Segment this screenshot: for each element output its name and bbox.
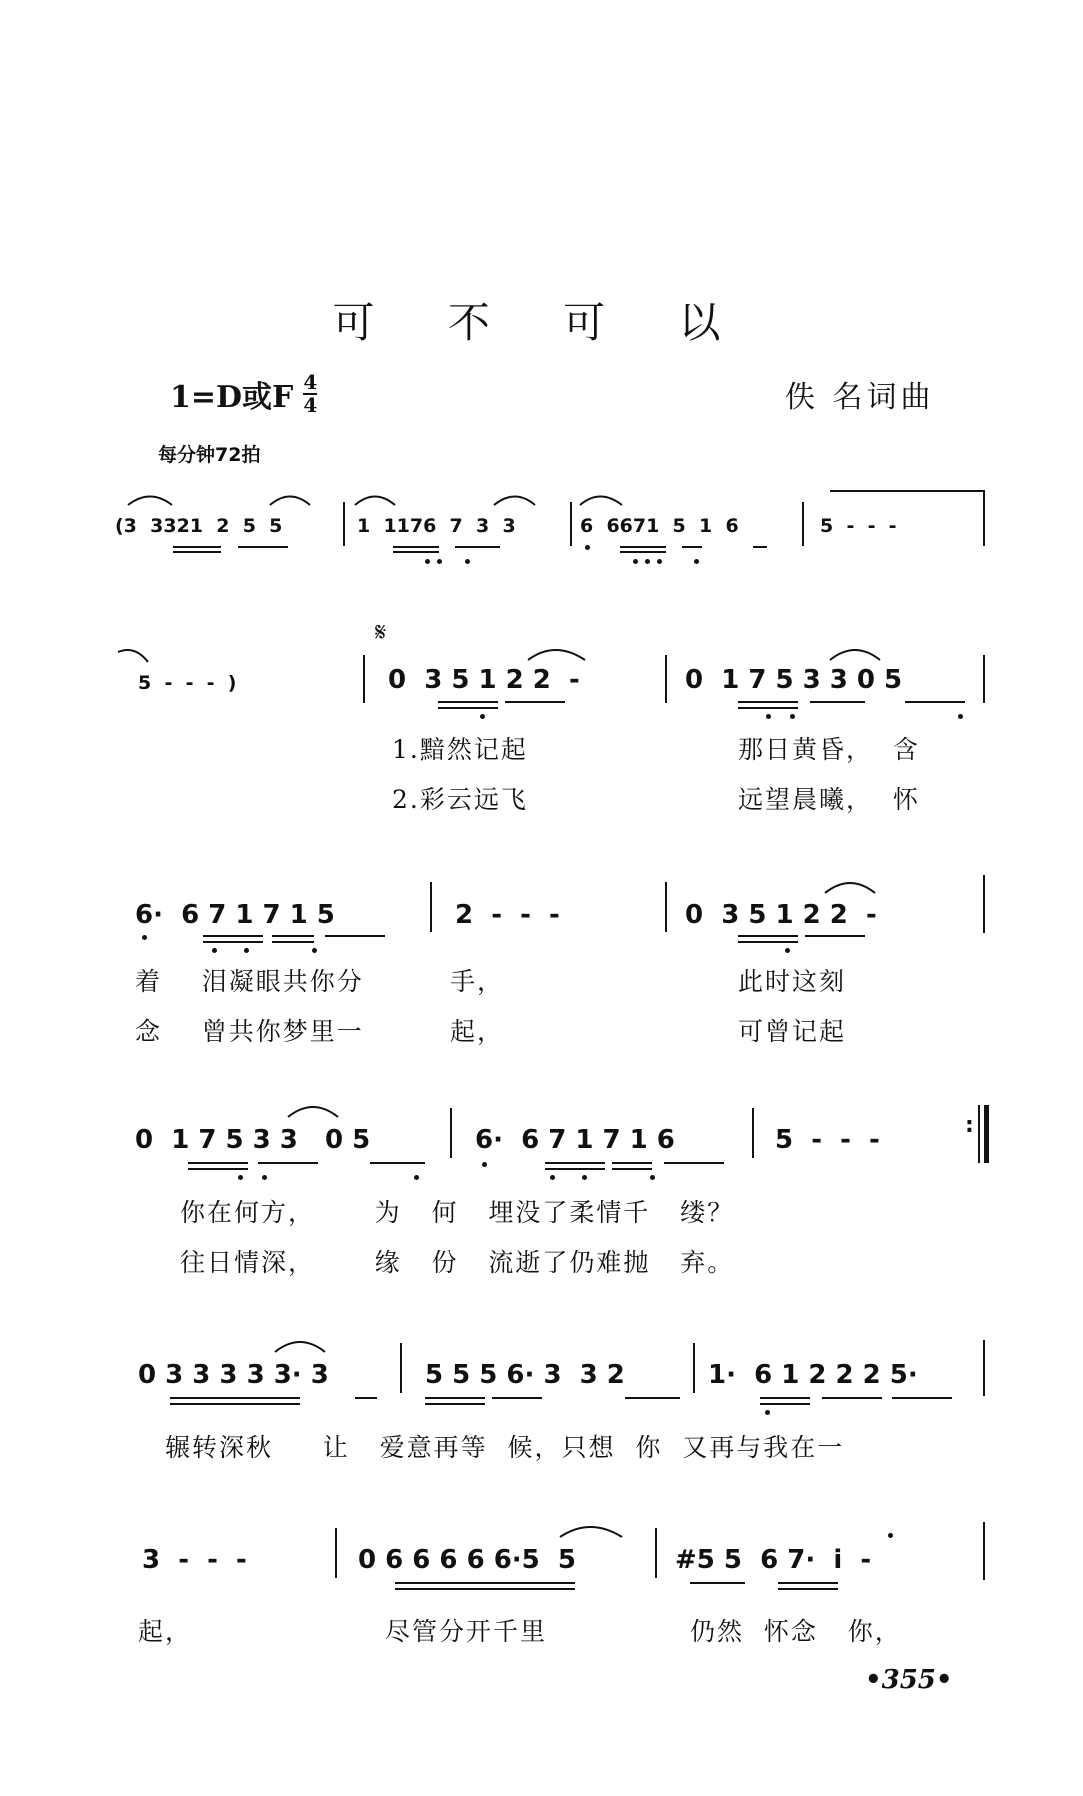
line3-measure-1: 0 1 7 5 3 3 0 5: [135, 1125, 371, 1155]
line2-lyric-v1-a: 着 泪凝眼共你分: [135, 967, 364, 996]
line5-lyric-c: 仍然 怀念 你，: [690, 1617, 902, 1646]
tie: [118, 650, 148, 662]
line2-measure-2: 2 - - -: [455, 900, 560, 930]
line2-lyric-v1-b: 手，: [450, 967, 505, 996]
key-text: 1=D或F: [170, 380, 294, 415]
line1-lyric-v2-a: 2.彩云远飞: [392, 785, 528, 814]
line1-measure-2: 0 1 7 5 3 3 0 5: [685, 665, 903, 695]
line3-measure-3: 5 - - -: [775, 1125, 880, 1155]
segno-sign: 𝄋: [375, 618, 387, 648]
tie: [825, 883, 875, 893]
line2-lyric-v2-a: 念 曾共你梦里一: [135, 1017, 364, 1046]
line4-measure-2: 5 5 5 6· 3 3 2: [425, 1360, 625, 1390]
line3-lyric-v2: 往日情深， 缘 份 流逝了仍难抛 弃。: [180, 1248, 735, 1277]
tie: [830, 650, 880, 660]
time-signature-top: 4: [303, 370, 318, 394]
line2-lyric-v1-c: 此时这刻: [738, 967, 847, 996]
tempo-marking: 每分钟72拍: [158, 444, 261, 466]
line1-measure-1: 0 3 5 1 2 2 -: [388, 665, 580, 695]
line5-lyric-a: 起，: [138, 1617, 193, 1646]
line5-lyric-b: 尽管分开千里: [385, 1617, 548, 1646]
line5-measure-1: 3 - - -: [142, 1545, 247, 1575]
repeat-dots: :: [965, 1113, 974, 1138]
song-title: 可 不 可 以: [332, 298, 751, 347]
author-credit: 佚 名词曲: [785, 380, 935, 415]
page-number: •355•: [865, 1665, 953, 1695]
line3-lyric-v1: 你在何方， 为 何 埋没了柔情千 缕？: [180, 1198, 735, 1227]
intro-measure-2: 1 1176 7 3 3: [357, 515, 516, 537]
tie: [355, 497, 395, 506]
tie: [560, 1527, 622, 1537]
tie: [270, 497, 310, 506]
line2-lyric-v2-b: 起，: [450, 1017, 505, 1046]
line5-measure-3: #5 5 6 7· i -: [675, 1545, 872, 1575]
line4-measure-1: 0 3 3 3 3 3· 3: [138, 1360, 329, 1390]
intro-measure-3: 6 6671 5 1 6: [580, 515, 739, 537]
line1-lyric-v1-b: 那日黄昏， 含: [738, 735, 920, 764]
tie: [528, 650, 585, 660]
intro-end: 5 - - - ): [138, 672, 237, 694]
time-signature-bottom: 4: [303, 393, 318, 417]
line4-measure-3: 1· 6 1 2 2 2 5·: [708, 1360, 918, 1390]
line1-lyric-v2-b: 远望晨曦， 怀: [738, 785, 920, 814]
intro-measure-4: 5 - - -: [820, 515, 897, 537]
tie: [128, 497, 172, 506]
line2-lyric-v2-c: 可曾记起: [738, 1017, 847, 1046]
line5-measure-2: 0 6 6 6 6 6·5 5: [358, 1545, 576, 1575]
tie: [275, 1342, 325, 1352]
tie: [288, 1107, 338, 1117]
line4-lyric: 辗转深秋 让 爱意再等 候，只想 你 又再与我在一: [165, 1433, 845, 1462]
line3-measure-2: 6· 6 7 1 7 1 6: [475, 1125, 675, 1155]
line1-lyric-v1-a: 1.黯然记起: [392, 735, 528, 764]
line2-measure-3: 0 3 5 1 2 2 -: [685, 900, 877, 930]
tie: [494, 497, 535, 506]
tie: [580, 497, 622, 506]
intro-measure-1: (3 3321 2 5 5: [115, 515, 283, 537]
line2-measure-1: 6· 6 7 1 7 1 5: [135, 900, 335, 930]
